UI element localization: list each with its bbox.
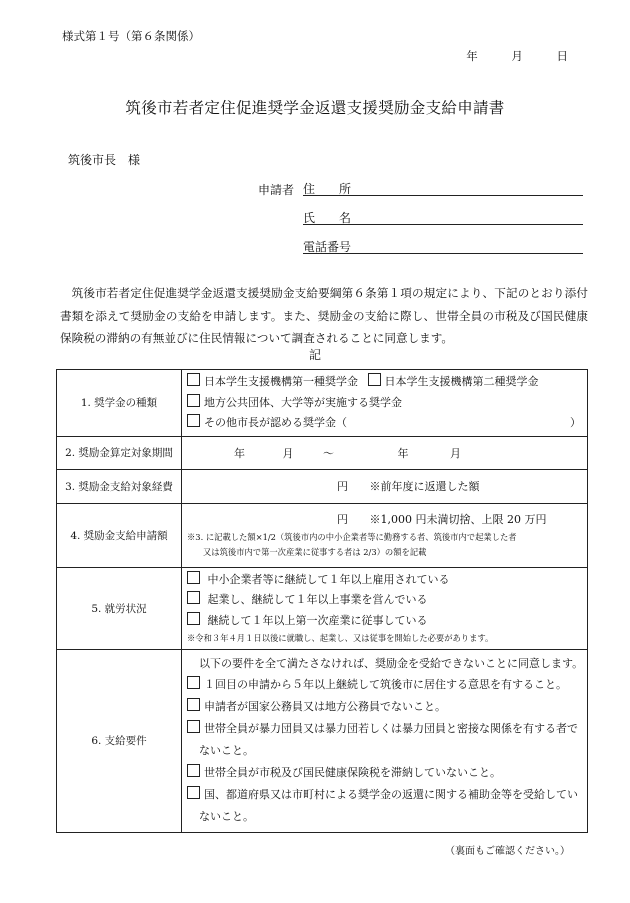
applicant-label: 申請者 (258, 183, 295, 197)
checkbox-jasso-type2[interactable] (368, 373, 381, 386)
paren-close: ） (570, 416, 581, 429)
option-label: 起業し、継続して１年以上事業を営んでいる (207, 593, 428, 607)
option-label: 中小企業者等に継続して１年以上雇用されている (207, 572, 450, 586)
row-label: 1. 奨学金の種類 (57, 370, 182, 437)
expense-yen: 円 (337, 480, 348, 493)
address-label: 住 所 (303, 182, 352, 196)
option-label: 地方公共団体、大学等が実施する奨学金 (204, 395, 402, 409)
row-requested-amount (57, 503, 588, 567)
address-underline (303, 195, 583, 196)
name-field[interactable] (303, 209, 583, 225)
checkbox-no-tax-arrears[interactable] (187, 764, 200, 777)
period-tilde: ～ (323, 446, 334, 460)
row-eligibility (57, 649, 588, 833)
date-year: 年 (466, 49, 478, 63)
row-value (182, 567, 588, 649)
row-value[interactable] (182, 436, 588, 469)
checkbox-no-other-subsidy[interactable] (187, 786, 200, 799)
checkbox-primary-industry[interactable] (187, 612, 200, 625)
checkbox-sme-employed[interactable] (187, 571, 200, 584)
amount-yen: 円 (337, 512, 348, 526)
option-label: その他市長が認める奨学金（ (204, 416, 347, 429)
row-label: 3. 奨励金支給対象経費 (57, 469, 182, 503)
row-value[interactable] (182, 503, 588, 567)
period-year2: 年 (397, 446, 409, 460)
checkbox-not-public-servant[interactable] (187, 698, 200, 711)
period-month2: 月 (450, 446, 461, 460)
employment-small-note: ※令和３年４月１日以後に就職し、起業し、又は従事を開始した必要があります。 (187, 633, 494, 644)
checkbox-no-gang-relation[interactable] (187, 720, 200, 733)
checkbox-self-employed[interactable] (187, 591, 200, 604)
row-value[interactable] (182, 469, 588, 503)
row-eligible-expense (57, 469, 588, 503)
option-label: 継続して１年以上第一次産業に従事している (207, 613, 428, 627)
checkbox-jasso-type1[interactable] (187, 373, 200, 386)
condition-label: 世帯全員が暴力団員又は暴力団若しくは暴力団員と密接な関係を有する者で (204, 722, 578, 735)
row-employment-status (57, 567, 588, 649)
phone-label: 電話番号 (303, 240, 352, 254)
period-month1: 月 (282, 446, 294, 460)
row-value (182, 649, 588, 833)
phone-field[interactable] (303, 238, 583, 254)
application-statement: 筑後市若者定住促進奨学金返還支援奨励金支給要綱第６条第１項の規定により、下記のとおり添付書類を添えて奨励金の支給を申請します。また、奨励金の支給に際し、世帯全員の市税及び国民健康保険税の滞納の有無並びに住民情報について調査されることに同意します。 (60, 286, 588, 345)
row-calc-period (57, 436, 588, 469)
expense-note: ※前年度に返還した額 (369, 480, 480, 493)
row-label: 2. 奨励金算定対象期間 (57, 436, 182, 469)
row-label: 6. 支給要件 (57, 649, 182, 833)
row-scholarship-type (57, 370, 588, 437)
condition-label: １回目の申請から５年以上継続して筑後市に居住する意思を有すること。 (204, 678, 567, 691)
amount-small-note: ※3. に記載した額×1/2（筑後市内の中小企業者等に勤務する者、筑後市内で起業した者 (187, 532, 517, 543)
phone-underline (303, 253, 583, 254)
address-field[interactable] (303, 180, 583, 196)
name-underline (303, 224, 583, 225)
condition-label: 世帯全員が市税及び国民健康保険税を滞納していないこと。 (204, 766, 501, 779)
option-label: 日本学生支援機構第一種奨学金 (204, 375, 358, 388)
addressee: 筑後市長 様 (68, 153, 141, 167)
application-table (56, 369, 588, 833)
form-number: 様式第１号（第６条関係） (62, 29, 200, 43)
page-title: 筑後市若者定住促進奨学金返還支援奨励金支給申請書 (125, 99, 505, 117)
date-day: 日 (556, 49, 568, 63)
eligibility-intro: 以下の要件を全て満たさなければ、奨励金を受給できないことに同意します。 (199, 656, 584, 670)
ki-heading: 記 (308, 348, 321, 362)
row-label: 5. 就労状況 (57, 567, 182, 649)
date-line (436, 48, 568, 64)
option-label: 日本学生支援機構第二種奨学金 (384, 375, 539, 388)
name-label: 氏 名 (303, 211, 352, 225)
condition-label-cont: ないこと。 (199, 810, 254, 823)
amount-note: ※1,000 円未満切捨、上限 20 万円 (369, 512, 547, 526)
checkbox-local-gov-scholarship[interactable] (187, 394, 200, 407)
amount-small-note: 又は筑後市内で第一次産業に従事する者は 2/3）の額を記載 (203, 547, 427, 558)
checkbox-residence-intent[interactable] (187, 676, 200, 689)
condition-label-cont: ないこと。 (199, 744, 254, 757)
checkbox-other-scholarship[interactable] (187, 414, 200, 427)
footer-note: （裏面もご確認ください。） (445, 846, 570, 857)
row-value (182, 370, 588, 437)
condition-label: 国、都道府県又は市町村による奨学金の返還に関する補助金等を受給してい (204, 788, 578, 801)
row-label: 4. 奨励金支給申請額 (57, 503, 182, 567)
period-year1: 年 (234, 446, 245, 460)
condition-label: 申請者が国家公務員又は地方公務員でないこと。 (204, 700, 446, 713)
date-month: 月 (511, 49, 523, 63)
